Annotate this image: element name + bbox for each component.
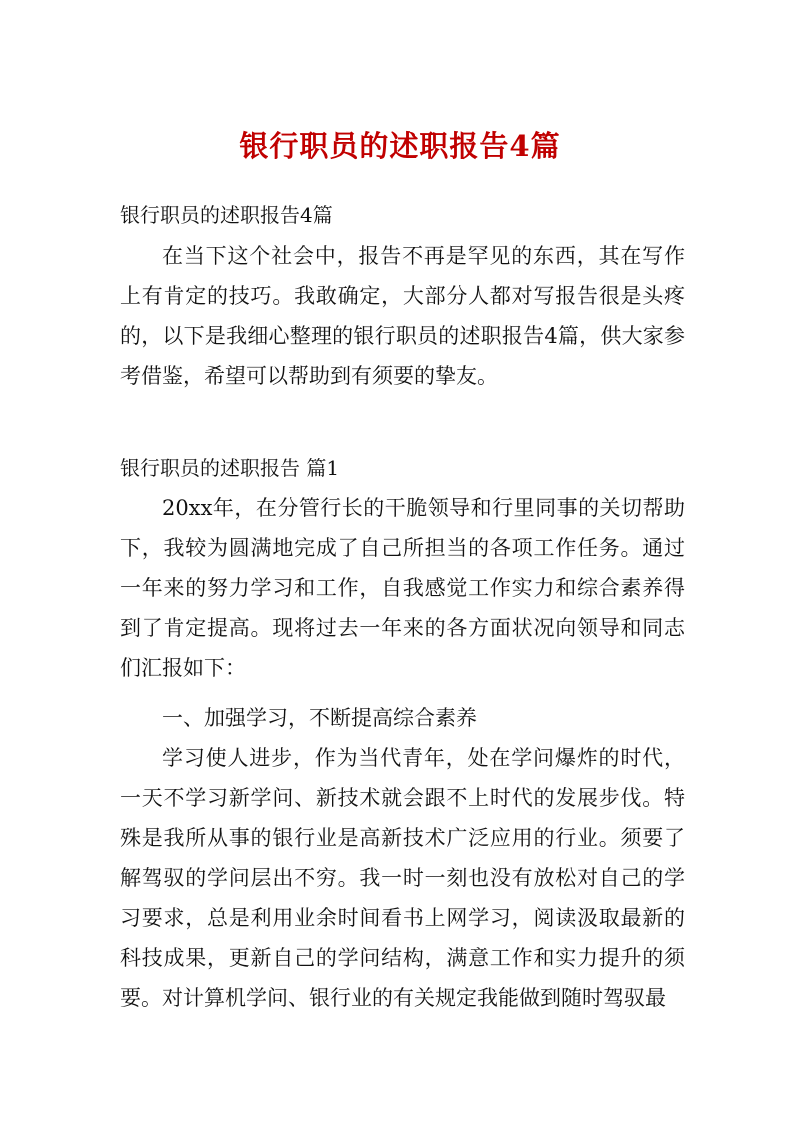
document-title: 银行职员的述职报告4篇 [239, 129, 561, 163]
subsection-heading: 一、加强学习，不断提高综合素养 [162, 706, 477, 730]
body-paragraph: 20xx年，在分管行长的干脆领导和行里同事的关切帮助下，我较为圆满地完成了自己所担当的各项工作任务。通过一年来的努力学习和工作，自我感觉工作实力和综合素养得到了肯定提高。现将过去一年来的各方面状况向领导和同志们汇报如下： [120, 496, 685, 680]
body-paragraph: 学习使人进步，作为当代青年，处在学问爆炸的时代，一天不学习新学问、新技术就会跟不上时代的发展步伐。特殊是我所从事的银行业是高新技术广泛应用的行业。须要了解驾驭的学问层出不穷。我一时一刻也没有放松对自己的学习要求，总是利用业余时间看书上网学习，阅读汲取最新的科技成果，更新自己的学问结构，满意工作和实力提升的须要。对计算机学问、银行业的有关规定我能做到随时驾驭最 [120, 746, 685, 1010]
intro-paragraph: 在当下这个社会中，报告不再是罕见的东西，其在写作上有肯定的技巧。我敢确定，大部分人都对写报告很是头疼的，以下是我细心整理的银行职员的述职报告4篇，供大家参考借鉴，希望可以帮助到有须要的挚友。 [120, 244, 685, 388]
document-subtitle: 银行职员的述职报告4篇 [120, 203, 333, 227]
section-heading: 银行职员的述职报告 篇1 [120, 456, 340, 480]
